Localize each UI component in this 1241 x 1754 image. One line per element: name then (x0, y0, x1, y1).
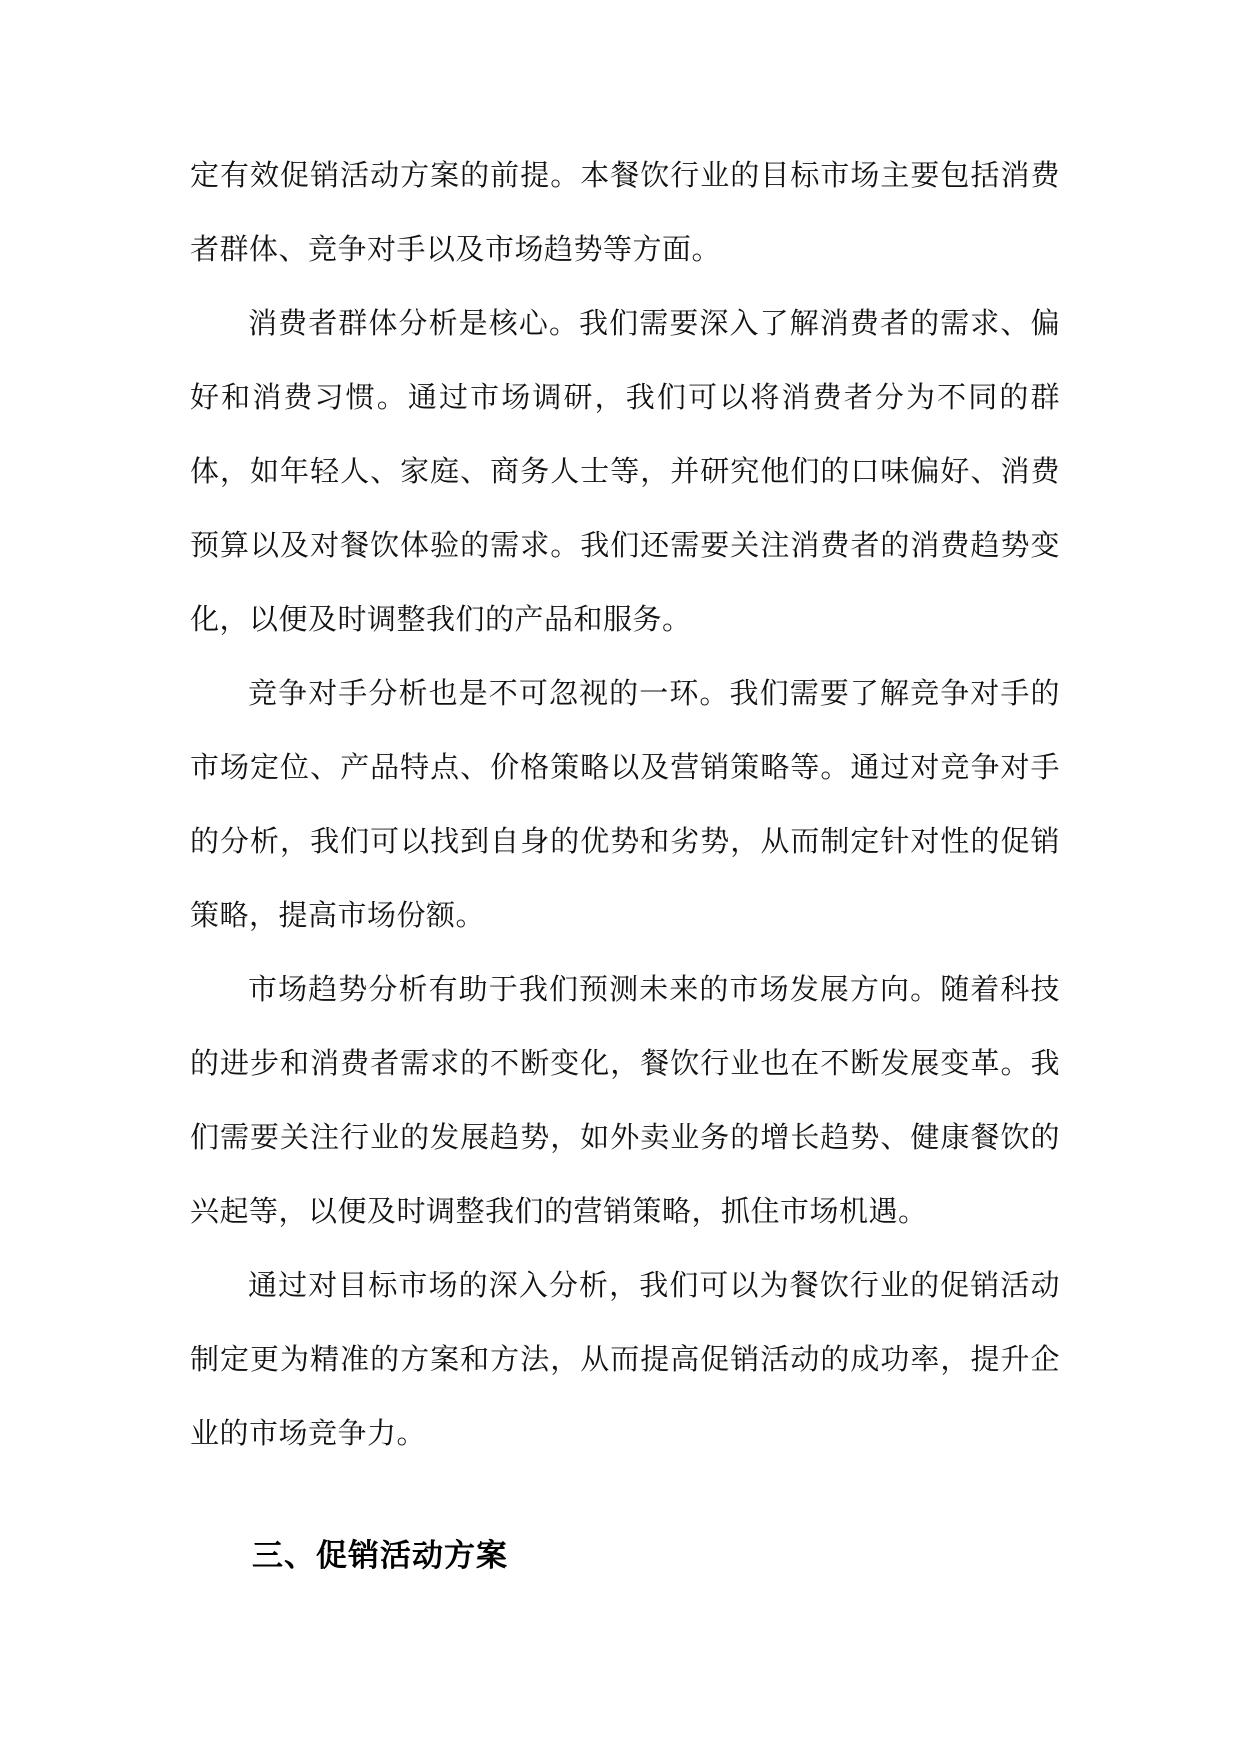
paragraph-competitor-analysis: 竞争对手分析也是不可忽视的一环。我们需要了解竞争对手的市场定位、产品特点、价格策略以及营销策略等。通过对竞争对手的分析，我们可以找到自身的优势和劣势，从而制定针对性的促销策略，提高市场份额。 (190, 676, 1060, 932)
paragraph-market-trend-analysis: 市场趋势分析有助于我们预测未来的市场发展方向。随着科技的进步和消费者需求的不断变化，餐饮行业也在不断发展变革。我们需要关注行业的发展趋势，如外卖业务的增长趋势、健康餐饮的兴起等，以便及时调整我们的营销策略，抓住市场机遇。 (190, 972, 1060, 1228)
paragraph-conclusion: 通过对目标市场的深入分析，我们可以为餐饮行业的促销活动制定更为精准的方案和方法，从而提高促销活动的成功率，提升企业的市场竞争力。 (190, 1268, 1060, 1450)
paragraph-consumer-analysis: 消费者群体分析是核心。我们需要深入了解消费者的需求、偏好和消费习惯。通过市场调研，我们可以将消费者分为不同的群体，如年轻人、家庭、商务人士等，并研究他们的口味偏好、消费预算以及对餐饮体验的需求。我们还需要关注消费者的消费趋势变化，以便及时调整我们的产品和服务。 (190, 306, 1060, 636)
body-text (190, 138, 1060, 1470)
section-heading: 三、促销活动方案 (252, 1538, 508, 1574)
paragraph-target-market-intro: 定有效促销活动方案的前提。本餐饮行业的目标市场主要包括消费者群体、竞争对手以及市场趋势等方面。 (190, 158, 1060, 266)
